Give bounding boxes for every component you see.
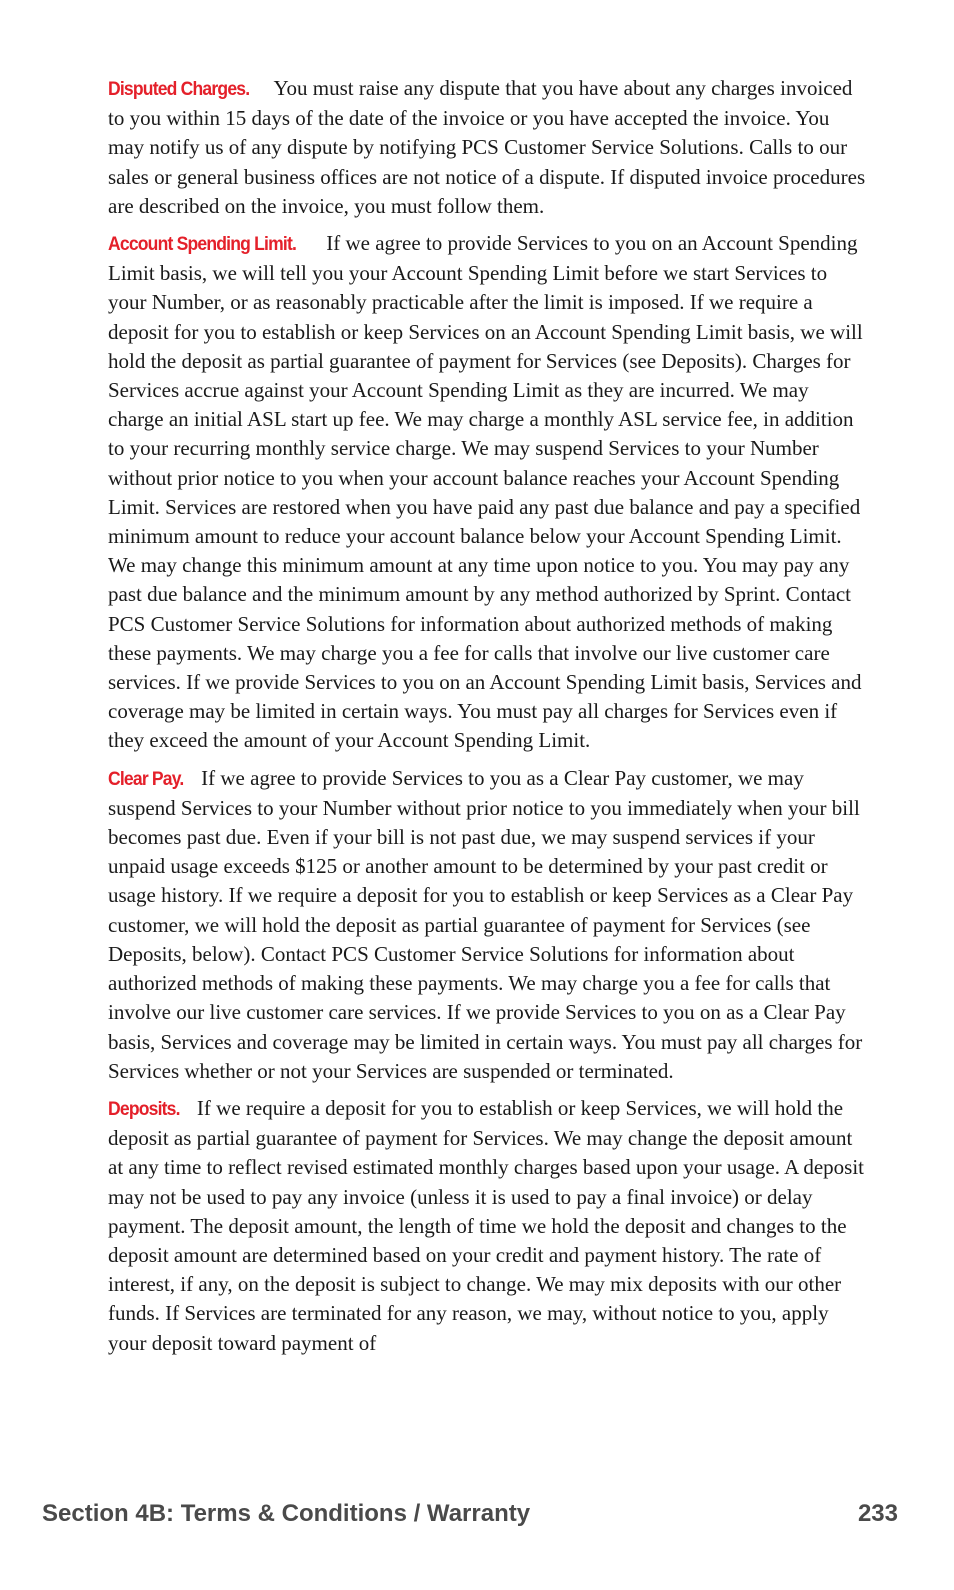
deposits-paragraph — [108, 1094, 868, 1358]
disputed-charges-body: You must raise any dispute that you have about any charges invoiced to you within 15 days of the date of the invoice or you have accepted the invoice. You may notify us of any dispute by notifying PCS Customer Service Solutions. Calls to our sales or general business offices are not notice of a dispute. If disputed invoice procedures are described on the invoice, you must follow them. — [108, 76, 866, 218]
deposits-body: If we require a deposit for you to establish or keep Services, we will hold the deposit as partial guarantee of payment for Services. We may change the deposit amount at any time to reflect revised estimated monthly charges based upon your usage. A deposit may not be used to pay any invoice (unless it is used to pay a final invoice) or delay payment. The deposit amount, the length of time we hold the deposit and changes to the deposit amount are determined based on your credit and payment history. The rate of interest, if any, on the deposit is subject to change. We may mix deposits with our other funds. If Services are terminated for any reason, we may, without notice to you, apply your deposit toward payment of — [108, 1095, 864, 1355]
page-footer — [42, 1500, 898, 1528]
disputed-charges-paragraph — [108, 74, 868, 221]
clear-pay-paragraph — [108, 764, 868, 1086]
footer-section-title: Section 4B: Terms & Conditions / Warranty — [42, 1500, 531, 1527]
account-spending-limit-body: If we agree to provide Services to you on an Account Spending Limit basis, we will tell you your Account Spending Limit before we start Services to your Number, or as reasonably practicable after the limit is imposed. If we require a deposit for you to establish or keep Services on an Account Spending Limit basis, we will hold the deposit as partial guarantee of payment for Services (see Deposits). Charges for Services accrue against your Account Spending Limit as they are incurred. We may charge an initial ASL start up fee. We may charge a monthly ASL service fee, in addition to your recurring monthly service charge. We may suspend Services to your Number without prior notice to you when your account balance reaches your Account Spending Limit. Services are restored when you have paid any past due balance and pay a specified minimum amount to reduce your account balance below your Account Spending Limit. We may change this minimum amount at any time upon notice to you. You may pay any past due balance and the minimum amount by any method authorized by Sprint. Contact PCS Customer Service Solutions for information about authorized methods of making these payments. We may charge you a fee for calls that involve our live customer care services. If we provide Services to you on an Account Spending Limit basis, Services and coverage may be limited in certain ways. You must pay all charges for Services even if they exceed the amount of your Account Spending Limit. — [108, 231, 863, 753]
disputed-charges-heading: Disputed Charges. — [108, 78, 250, 100]
clear-pay-body: If we agree to provide Services to you as a Clear Pay customer, we may suspend Services to your Number without prior notice to you immediately when your bill becomes past due. Even if your bill is not past due, we may suspend services if your unpaid usage exceeds $125 or another amount to be determined by your past credit or usage history. If we require a deposit for you to establish or keep Services as a Clear Pay customer, we will hold the deposit as partial guarantee of payment for Services (see Deposits, below). Contact PCS Customer Service Solutions for information about authorized methods of making these payments. We may charge you a fee for calls that involve our live customer care services. If we provide Services to you on as a Clear Pay basis, Services and coverage may be limited in certain ways. You must pay all charges for Services whether or not your Services are suspended or terminated. — [108, 765, 863, 1083]
page-number: 233 — [857, 1500, 898, 1527]
clear-pay-heading: Clear Pay. — [108, 767, 184, 790]
account-spending-limit-heading: Account Spending Limit. — [108, 233, 297, 256]
deposits-heading: Deposits. — [108, 1097, 180, 1120]
page-content — [108, 74, 868, 1366]
account-spending-limit-paragraph — [108, 229, 868, 756]
